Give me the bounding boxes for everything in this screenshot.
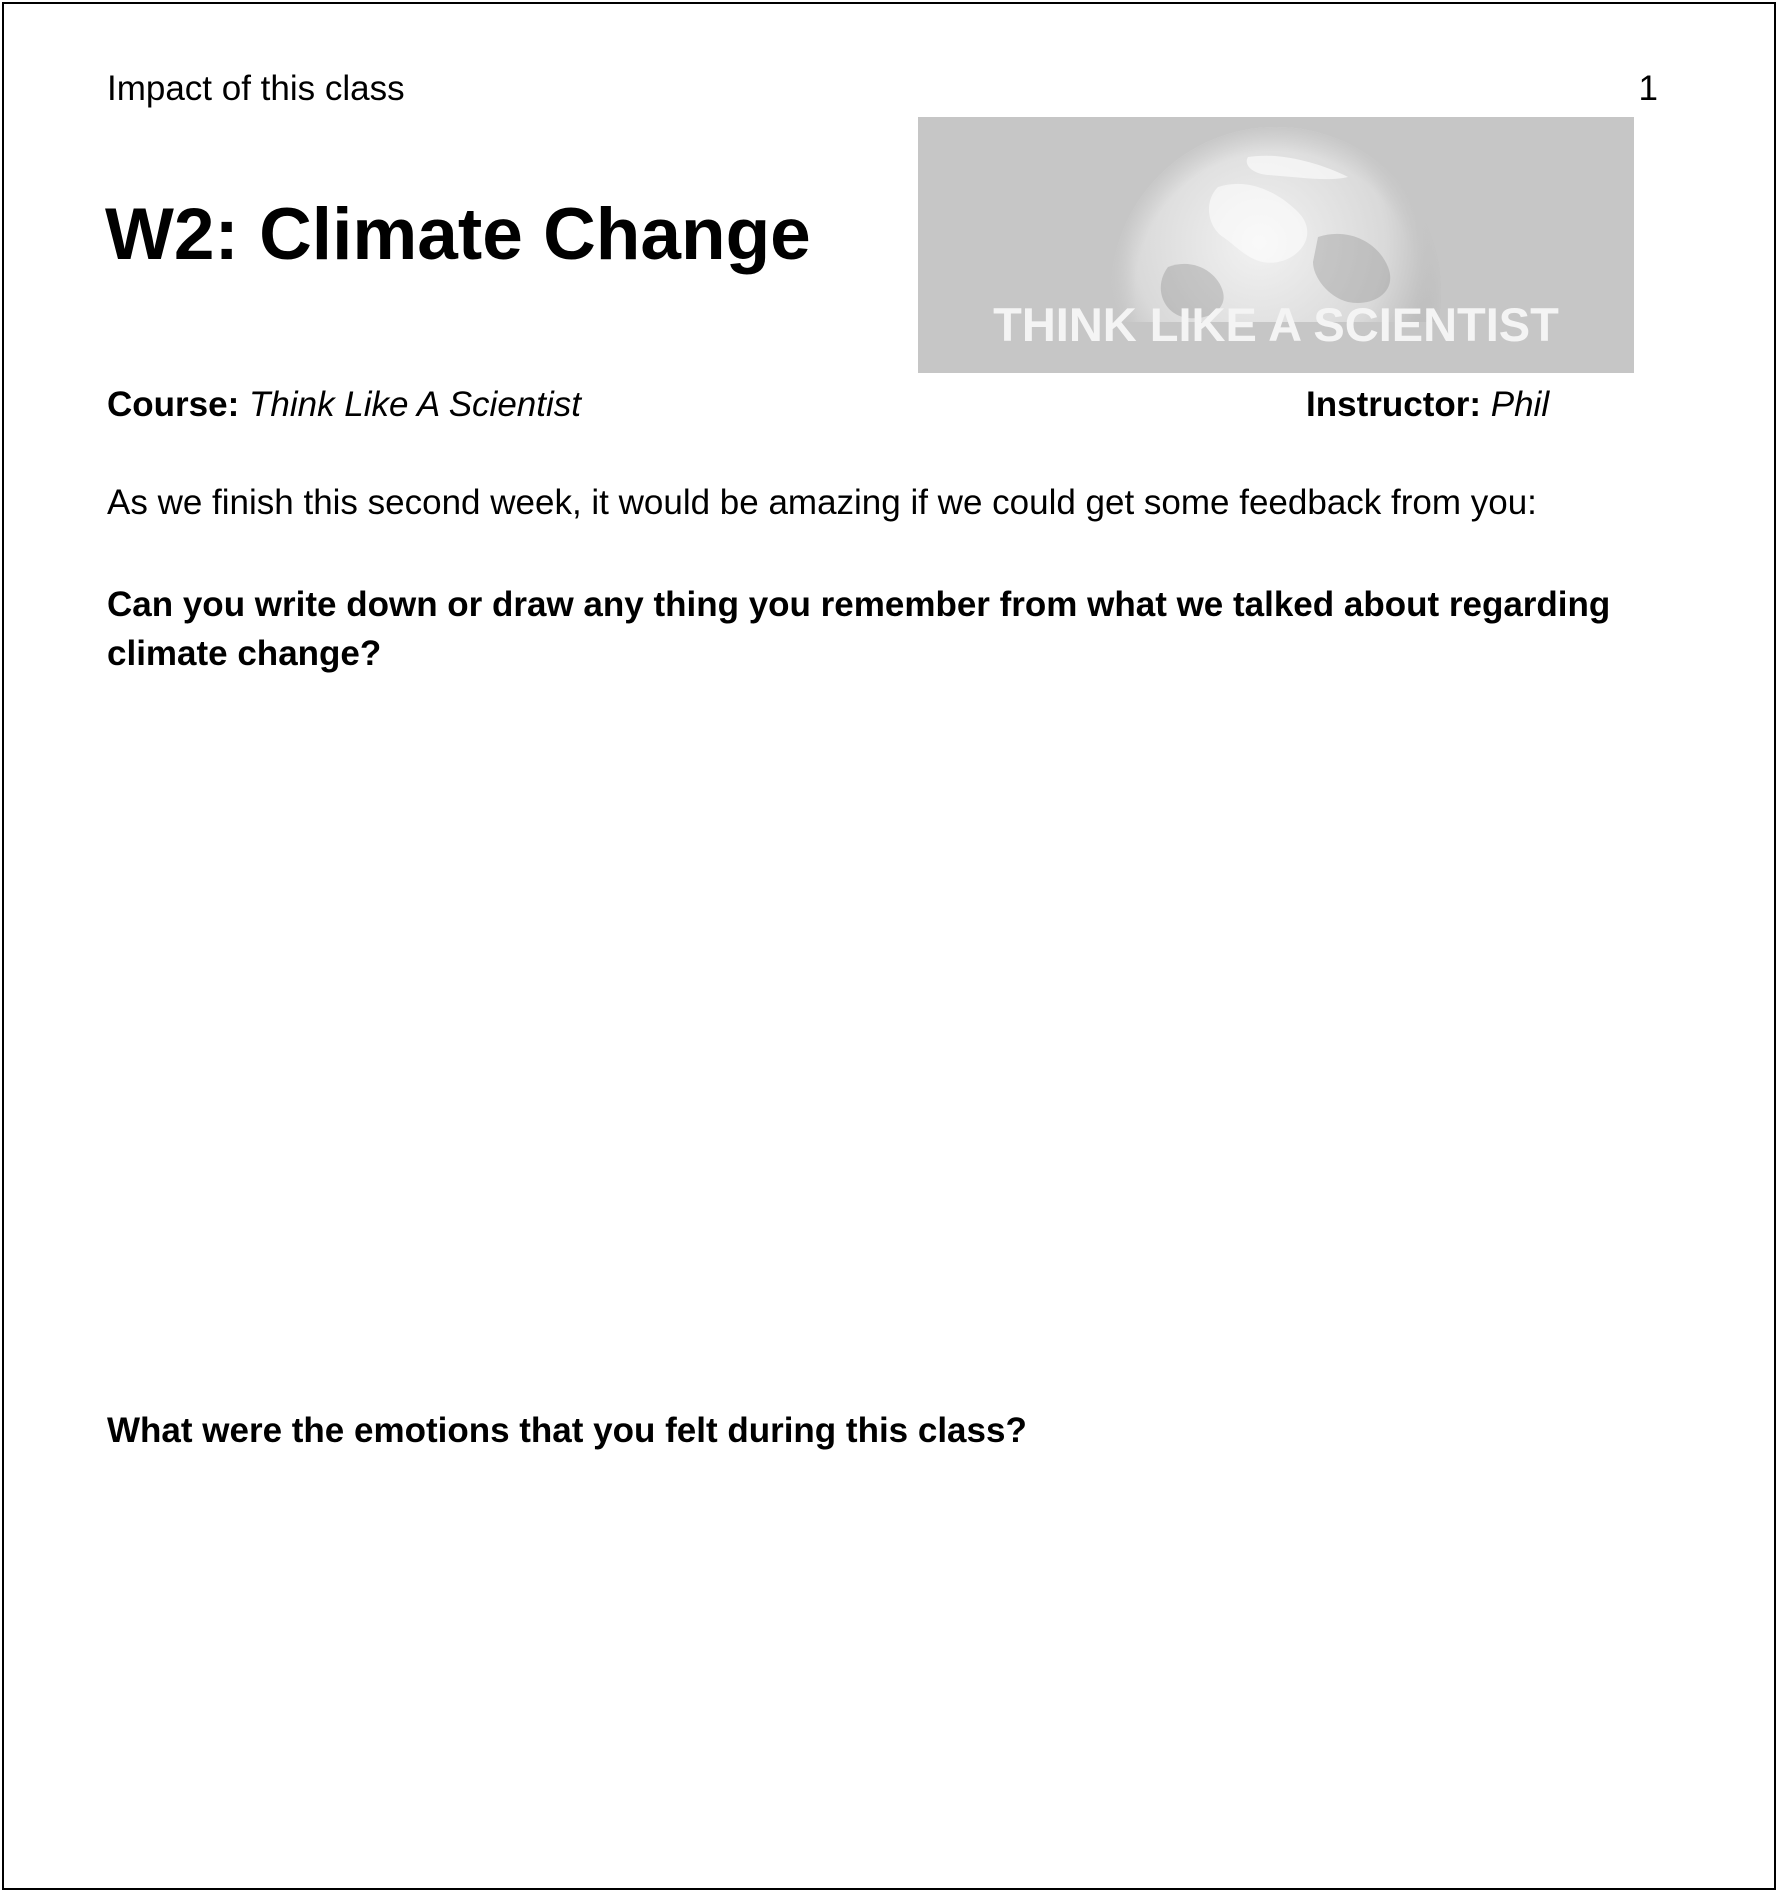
answer-area-2[interactable] [107, 1474, 1667, 1854]
question-2: What were the emotions that you felt during this class? [107, 1411, 1027, 1450]
course-value: Think Like A Scientist [248, 385, 581, 424]
instructor-value: Phil [1490, 385, 1550, 424]
banner-title: THINK LIKE A SCIENTIST [993, 298, 1559, 351]
page-number: 1 [1638, 69, 1658, 108]
course-label: Course: [107, 385, 240, 424]
instructor-label: Instructor: [1306, 385, 1481, 424]
intro-text: As we finish this second week, it would be amazing if we could get some feedback from you: [107, 483, 1537, 522]
course-info [107, 384, 581, 426]
instructor-info [1306, 384, 1549, 426]
document-page [2, 2, 1776, 1890]
question-1: Can you write down or draw any thing you remember from what we talked about regarding climate change? [107, 585, 1611, 673]
answer-area-1[interactable] [107, 694, 1667, 1374]
header-label: Impact of this class [107, 69, 405, 108]
page-title: W2: Climate Change [105, 194, 811, 275]
course-banner [918, 117, 1634, 373]
